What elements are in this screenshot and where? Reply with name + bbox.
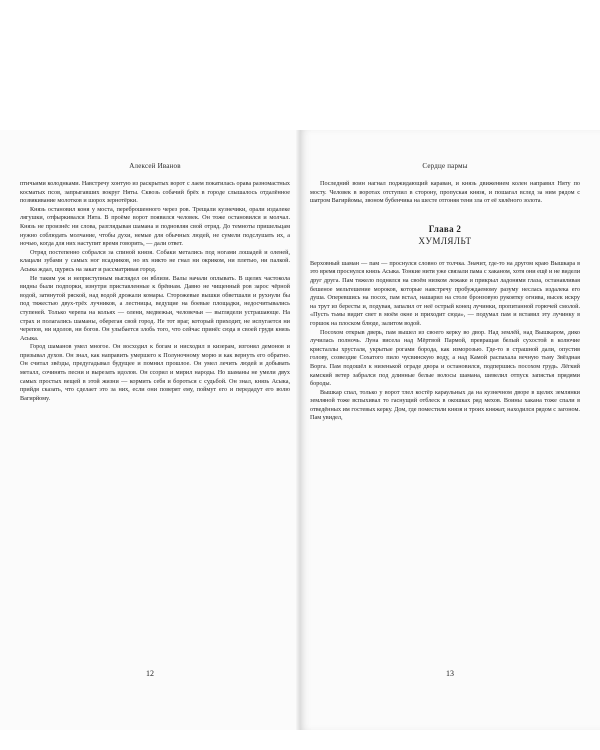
right-page: [300, 130, 600, 730]
left-page-number: 12: [146, 669, 154, 678]
right-paragraph-2: Посохом открыв дверь, пам вышел из своего керку во двор. Над землёй, над Вышкаром, дико лучилась полночь. Луна висела над Мёртвой Пармой, превращая белый сухостой в колючие кристаллы хрусталя, укрытые рогами борода, как изморозью. Где-то в страшной дали, опустив голову, созвездие Сохатого пило чусвинскую воду, а над Камой распахала вечную тьму Звёздная Ворга. Пам подошёл к низенькой ограде двора и остановился, подпершись посохом грудь. Лёгкий камский ветер забрался под длинные белые волосы шамана, шевелил отпуск запястья прядями бороды.: [310, 328, 580, 388]
left-paragraph-3: Отряд постепенно собрался за спиной князя. Собаки метались под ногами лошадей и оленей, клацали зубами у самых ног всадников, но их никто не гнал ни окриком, ни плетью, ни палкой. Асыка ждал, щурясь на закат и рассматривая город.: [20, 248, 290, 273]
left-page: [0, 130, 300, 730]
right-paragraph-top-1: Последний воин нагнал поджидающий караван, и князь движением колен направил Няту по мосту. Человек в воротах отступил в сторону, пропуская князя, и пошагал вслед за ним рядом с шатром Вагирйомы, звоном бубенчика на шесте отгоняя тени зла от её хвлёного золота.: [310, 180, 580, 205]
right-paragraph-1: Верховный шаман — пам — проснулся словно от толчка. Значит, где-то на другом краю Вышкара в это время проснулся князь Асыка. Тонкие нити уже связали пама с хаканом, хотя они ещё и не видели друг друга. Пам тяжело поднялся на своём низком лежаке и прикрыл ладонями глаза, останавливая бешеное мельтешение мороков, которые навстречу пробуждаемому разуму неслась издалека его душа. Оперевшись на посох, пам встал, нашарил на столе бронзовую рукоятку огнива, высек искру на трут из бересты и, подувая, запалил от неё острый конец лучинки, пропитанной горючей смолой. «Пусть тьмы видит свет в моём окне и приходит сюда», — подумал пам и вставил эту лучинку в горшок на плоском блюде, залитом водой.: [310, 259, 580, 327]
right-paragraph-3: Вышкар спал, только у ворот тлел костёр караульных да на кузнечном дворе в щелях землянки земляной тоже вспыхивал то гаснущий отблеск в окошках ряд мехов. Воины хакана тоже спали в отведённых им гостевых керку. Дом, где поместили князя и троих княжат, находился рядом с загоном. Пам увидел,: [310, 388, 580, 422]
left-body-text: [20, 180, 290, 403]
right-running-head: Сердце пармы: [422, 162, 468, 170]
chapter-title: ХУМЛЯЛЬТ: [418, 235, 472, 246]
left-paragraph-1: птичьими колоднками. Навстречу хонтую из раскрытых ворот с лаем покатилась орава разномастных косматых псов, запрыгавших вокруг Няты. Сквозь собачий брёх в городе слышалось отдалённое позвякивание молотков и шорох зернотёрки.: [20, 180, 290, 205]
right-page-number: 13: [446, 669, 454, 678]
right-body-text: [310, 180, 580, 206]
left-running-head: Алексей Иванов: [129, 162, 181, 170]
left-paragraph-4: Не таким уж и неприступным выглядел он вблизи. Валы начали оплывать. В щелях частокола видны были подпорки, изнутри приставленные к брёвнам. Давно не чищенный ров зарос чёрной водой, затянутой ряской, над водой дрожали комары. Сторожевые вышки обветшали и рухнули бы под тяжестью двух-трёх лучников, а лестницы, ведущие на боевые площадки, недосчитывались ступеней. Только черепа на кольях — олени, медвежьи, человечьи — выглядели устрашающе. На страх и полагались шаманы, оберегая свой город. Не тот враг, который приходит, не испугается ни черепов, ни идолов, ни богов. Он улыбается злобь того, что сейчас принёс сюда в своей груди князь Асыка.: [20, 274, 290, 342]
right-chapter-text: [310, 260, 580, 423]
chapter-heading: [310, 224, 580, 246]
left-paragraph-2: Князь остановил коня у моста, переброшенного через ров. Трещали кузнечики, орали издалеке лягушки, отфыркивался Нята. В проёме ворот появился человек. Он тоже остановился и молчал. Князь не произнёс ни слова, разглядывая шамана и подновляя свой отряд. До темноты пришельцам нужно соблюдать молчание, чтобы духи, немые для обычных людей, не сумели подслушать их, а ночью, когда для них наступит время говорить, — дали ответ.: [20, 205, 290, 248]
chapter-number: Глава 2: [428, 223, 462, 234]
left-paragraph-5: Город шаманов умел многое. Он восходил к богам и нисходил в кизерам, изгонял демонов и призывал духов. Он знал, как направить умершего к Полуночному морю и как вернуть его обратно. Он считал звёзды, предугадывал будущее и помнил прошлое. Он умел лечить людей и добывать металл, сочинять песни и вырезать идолов. Он ссорил и мирил народы. Но шаманы не умели двух самых простых вещей в этой жизни — кормить себя и бороться с судьбой. Он знал, князь Асыка, прийдя сказать, что сделает это за них, если они поверят ему, поймут его и передадут его волю Вагирйому.: [20, 343, 290, 402]
